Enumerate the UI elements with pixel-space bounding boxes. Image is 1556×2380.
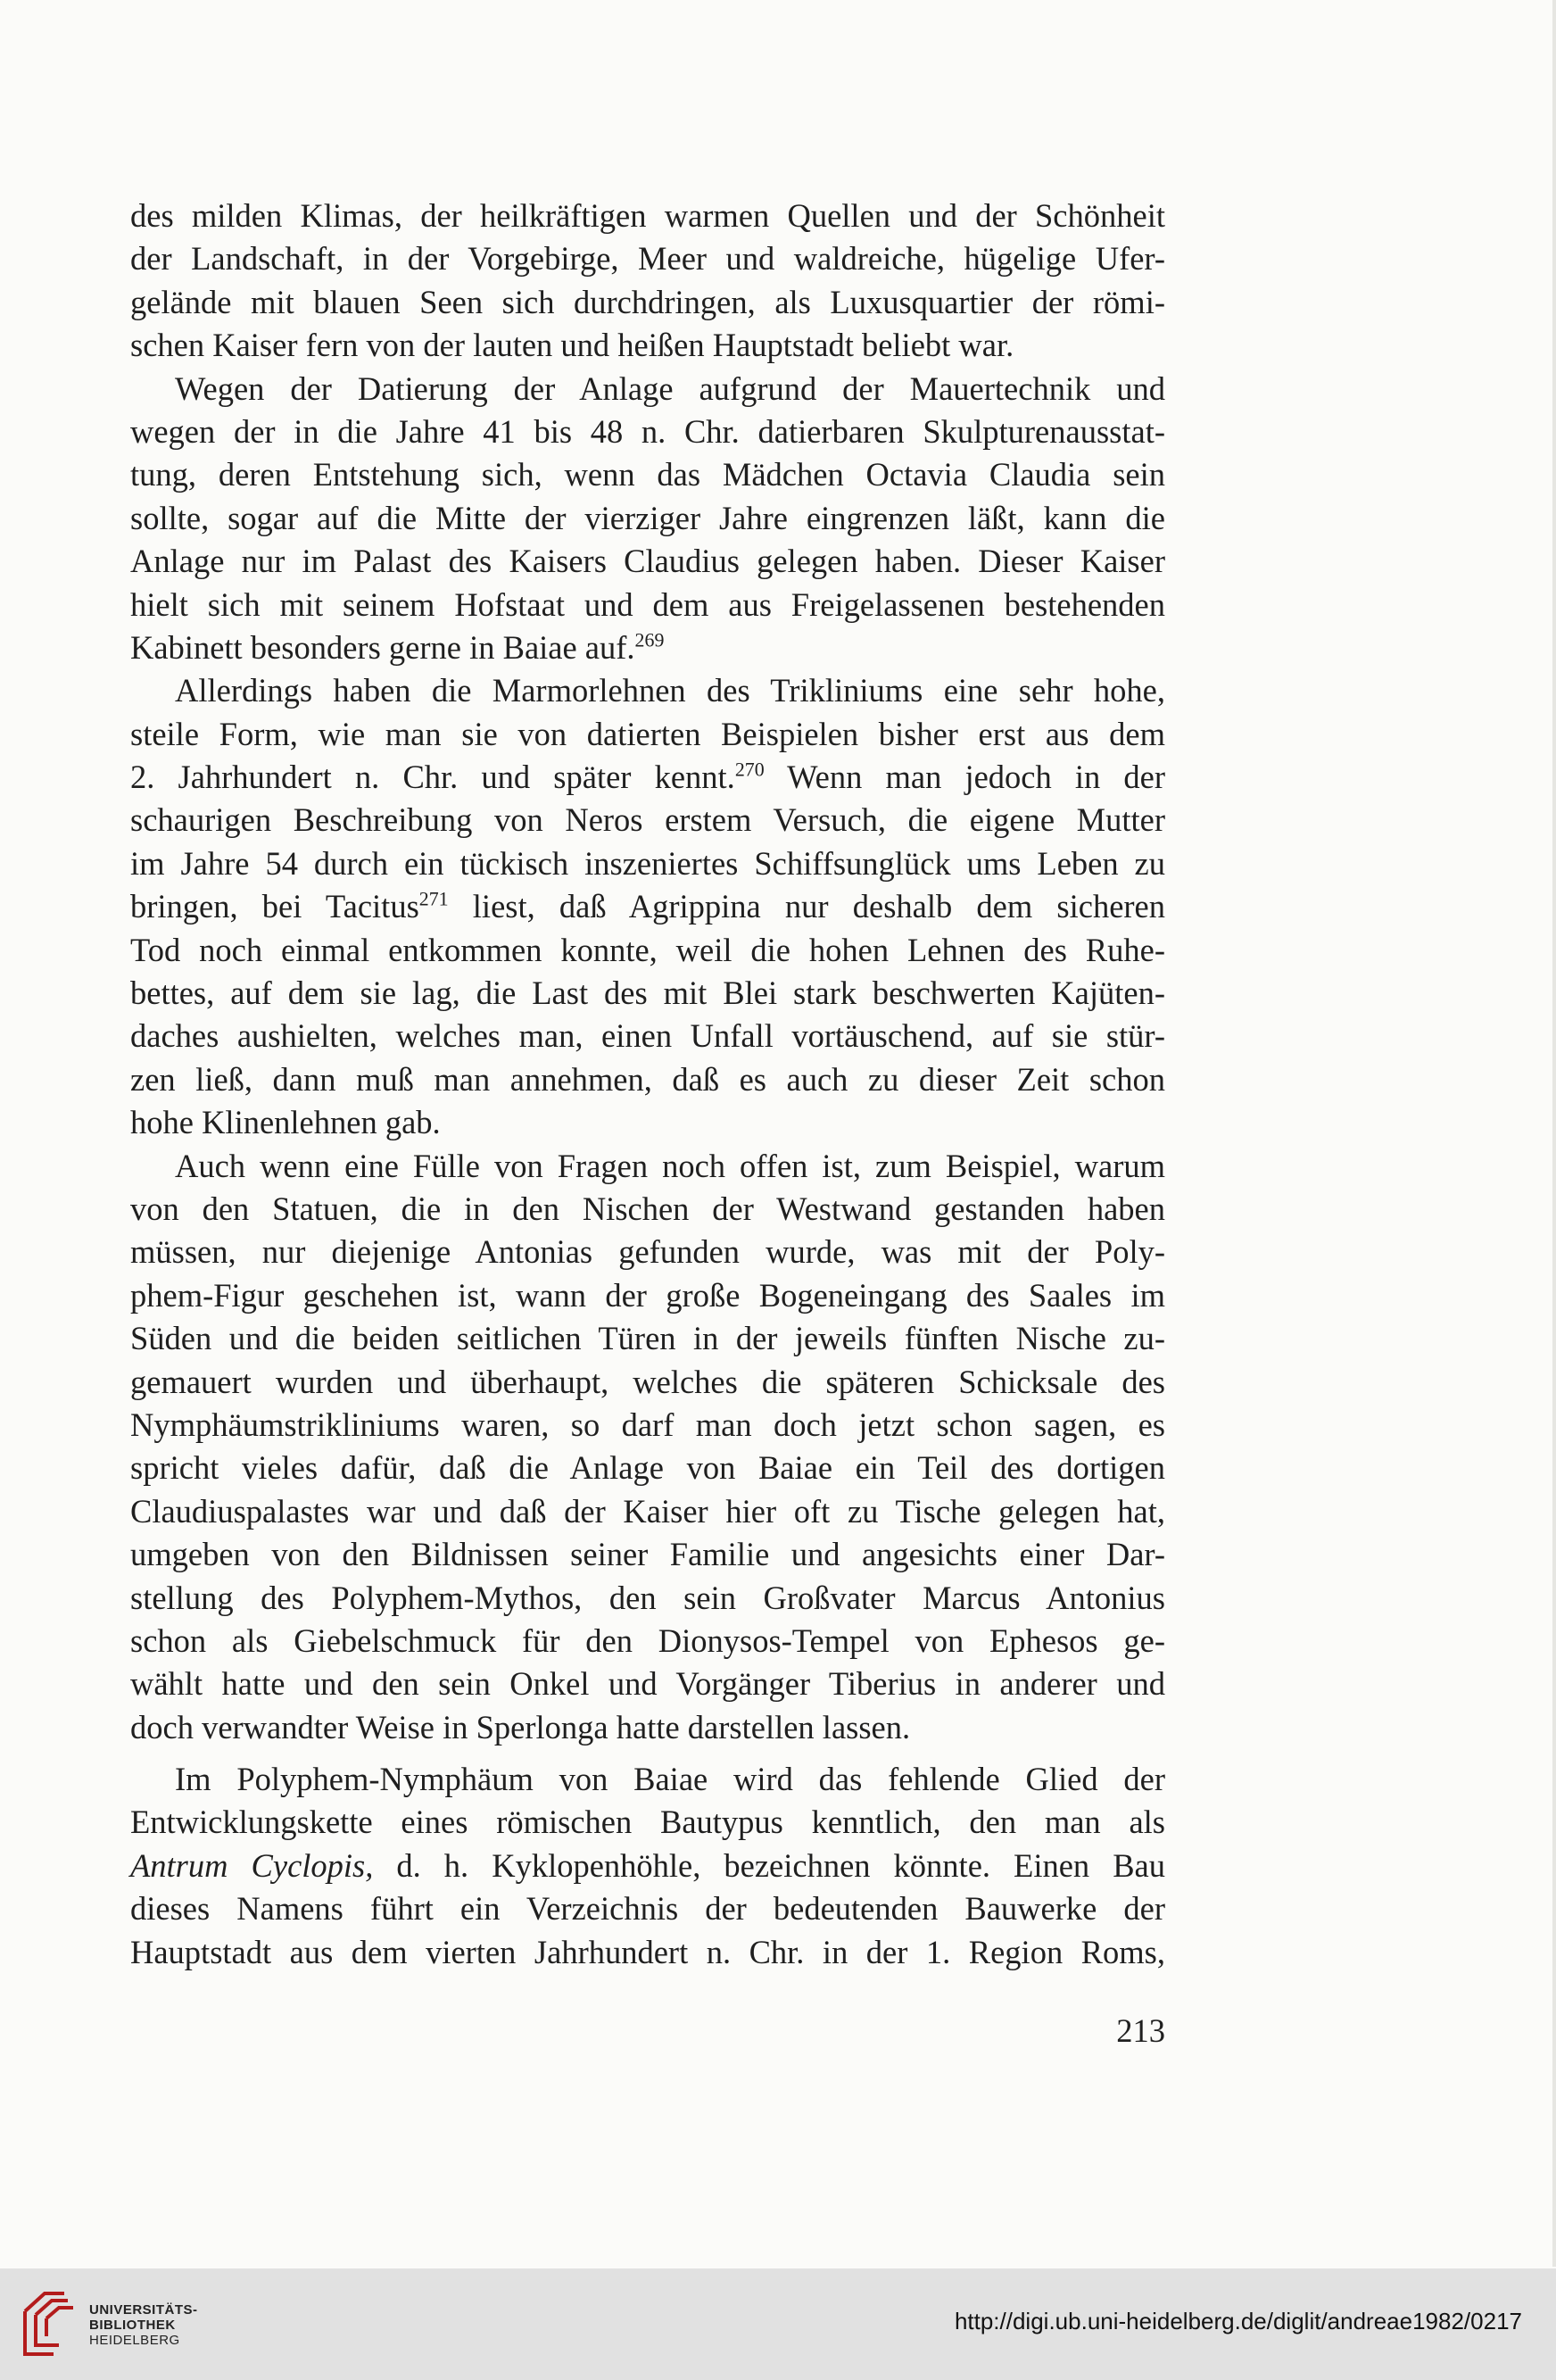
text-line: hielt sich mit seinem Hofstaat und dem aus Freigelassenen bestehenden: [130, 585, 1165, 623]
text-line: zen ließ, dann muß man annehmen, daß es auch zu dieser Zeit schon: [130, 1060, 1165, 1098]
text-line: schon als Giebelschmuck für den Dionysos-Tempel von Ephesos ge-: [130, 1621, 1165, 1659]
text-line: sollte, sogar auf die Mitte der vierziger Jahre eingrenzen läßt, kann die: [130, 499, 1165, 536]
library-name-line: HEIDELBERG: [89, 2333, 180, 2348]
italic-term: Antrum Cyclopis,: [130, 1846, 374, 1884]
text-line: [130, 885, 1165, 928]
text-line: gelände mit blauen Seen sich durchdringen, als Luxusquartier der römi-: [130, 283, 1165, 320]
text-line: umgeben von den Bildnissen seiner Familie und angesichts einer Dar-: [130, 1536, 1165, 1573]
text-line: Anlage nur im Palast des Kaisers Claudius gelegen haben. Dieser Kaiser: [130, 543, 1165, 580]
text-line: Tod noch einmal entkommen konnte, weil die hohen Lehnen des Ruhe-: [130, 931, 1165, 968]
page-edge: [1552, 0, 1556, 2267]
text-line: Im Polyphem-Nymphäum von Baiae wird das fehlende Glied der: [175, 1761, 1165, 1798]
text-line: der Landschaft, in der Vorgebirge, Meer und waldreiche, hügelige Ufer-: [130, 240, 1165, 278]
text-line: Nymphäumstrikliniums waren, so darf man doch jetzt schon sagen, es: [130, 1406, 1165, 1443]
text-line: Allerdings haben die Marmorlehnen des Trikliniums eine sehr hohe,: [175, 672, 1165, 709]
text-line: daches aushielten, welches man, einen Unfall vortäuschend, auf sie stür-: [130, 1017, 1165, 1055]
text-line: Entwicklungskette eines römischen Bautypus kenntlich, den man als: [130, 1804, 1165, 1841]
text-line: gemauert wurden und überhaupt, welches die späteren Schicksale des: [130, 1363, 1165, 1400]
text-run: 2. Jahrhundert n. Chr. und später kennt.: [130, 759, 735, 796]
text-line: des milden Klimas, der heilkräftigen warmen Quellen und der Schönheit: [130, 197, 1165, 234]
text-line: spricht vieles dafür, daß die Anlage von Baiae ein Teil des dortigen: [130, 1449, 1165, 1487]
library-name-line: BIBLIOTHEK: [89, 2318, 176, 2333]
text-line: Hauptstadt aus dem vierten Jahrhundert n. Chr. in der 1. Region Roms,: [130, 1933, 1165, 1970]
text-line: dieses Namens führt ein Verzeichnis der bedeutenden Bauwerke der: [130, 1890, 1165, 1928]
footer-bar: [0, 2268, 1556, 2380]
text-line: schen Kaiser fern von der lauten und heißen Hauptstadt beliebt war.: [130, 327, 1014, 364]
body-text: [130, 195, 1165, 1974]
text-line: [130, 756, 1165, 799]
text-line: tung, deren Entstehung sich, wenn das Mädchen Octavia Claudia sein: [130, 456, 1165, 493]
text-line: doch verwandter Weise in Sperlonga hatte darstellen lassen.: [130, 1708, 911, 1746]
footnote-ref: 270: [734, 758, 765, 781]
text-line: wegen der in die Jahre 41 bis 48 n. Chr. datierbaren Skulpturenausstat-: [130, 412, 1165, 450]
footnote-ref: 269: [634, 628, 665, 651]
text-line: Auch wenn eine Fülle von Fragen noch offen ist, zum Beispiel, warum: [175, 1147, 1165, 1184]
text-line: steile Form, wie man sie von datierten Beispielen bisher erst aus dem: [130, 715, 1165, 752]
text-run: Wenn man jedoch in der: [764, 759, 1165, 796]
text-run: liest, daß Agrippina nur deshalb dem sicheren: [448, 888, 1166, 925]
text-run: bringen, bei Tacitus: [130, 888, 419, 925]
text-line: stellung des Polyphem-Mythos, den sein Großvater Marcus Antonius: [130, 1579, 1165, 1616]
text-line: müssen, nur diejenige Antonias gefunden wurde, was mit der Poly-: [130, 1233, 1165, 1271]
text-line: im Jahre 54 durch ein tückisch inszeniertes Schiffsunglück ums Leben zu: [130, 844, 1165, 882]
text-run: d. h. Kyklopenhöhle, bezeichnen könnte. Einen Bau: [373, 1846, 1165, 1884]
page-number: 213: [1116, 2012, 1165, 2049]
text-line: schaurigen Beschreibung von Neros erstem Versuch, die eigene Mutter: [130, 801, 1165, 839]
text-line: Wegen der Datierung der Anlage aufgrund der Mauertechnik und: [175, 369, 1165, 407]
library-name: [89, 2302, 198, 2348]
source-url: http://digi.ub.uni-heidelberg.de/diglit/andreae1982/0217: [954, 2308, 1522, 2334]
footnote-ref: 271: [418, 887, 449, 910]
text-line: phem-Figur geschehen ist, wann der große Bogeneingang des Saales im: [130, 1276, 1165, 1314]
library-logo-icon: [18, 2288, 80, 2359]
text-run: Kabinett besonders gerne in Baiae auf.: [130, 628, 635, 666]
text-line: bettes, auf dem sie lag, die Last des mit Blei stark beschwerten Kajüten-: [130, 974, 1165, 1012]
text-line: [130, 626, 1165, 669]
text-line: [130, 1845, 1165, 1887]
text-line: hohe Klinenlehnen gab.: [130, 1104, 441, 1141]
text-line: Süden und die beiden seitlichen Türen in der jeweils fünften Nische zu-: [130, 1320, 1165, 1357]
text-line: wählt hatte und den sein Onkel und Vorgänger Tiberius in anderer und: [130, 1665, 1165, 1703]
text-line: Claudiuspalastes war und daß der Kaiser hier oft zu Tische gelegen hat,: [130, 1492, 1165, 1530]
text-line: von den Statuen, die in den Nischen der Westwand gestanden haben: [130, 1190, 1165, 1227]
library-name-line: UNIVERSITÄTS-: [89, 2302, 198, 2318]
